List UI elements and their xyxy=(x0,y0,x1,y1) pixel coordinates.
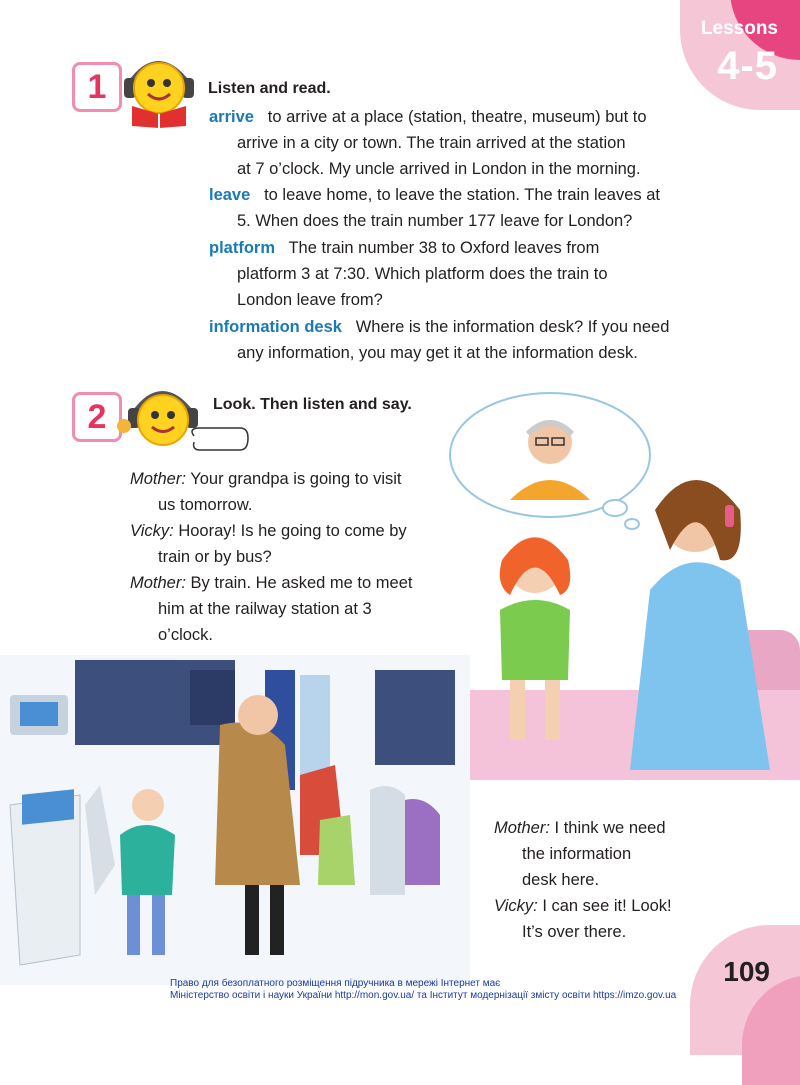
copyright-footer xyxy=(170,978,676,1002)
dialog-speaker: Mother: xyxy=(494,819,550,837)
dialog-line: Your grandpa is going to visit xyxy=(190,470,402,488)
dialog-speaker: Mother: xyxy=(130,470,186,488)
exercise-1-number: 1 xyxy=(72,62,122,112)
dialog-line: By train. He asked me to meet xyxy=(190,574,413,592)
dialog-line: the information xyxy=(522,845,632,863)
dialog-line: o’clock. xyxy=(158,626,214,644)
vocab-text: at 7 o’clock. My uncle arrived in London in the morning. xyxy=(237,160,641,178)
vocab-term: information desk xyxy=(209,318,342,336)
vocab-text: 5. When does the train number 177 leave for London? xyxy=(237,212,633,230)
vocab-entry-information-desk xyxy=(209,314,729,366)
dialog-line: us tomorrow. xyxy=(158,496,253,514)
page-number-tab xyxy=(690,925,800,1055)
vocab-text: to arrive at a place (station, theatre, museum) but to xyxy=(267,108,647,126)
footer-line: Міністерство освіти і науки України http://mon.gov.ua/ та Інститут модернізації змісту освіти https://imzo.gov.ua xyxy=(170,990,677,1001)
dialog-top xyxy=(130,466,412,648)
exercise-2-number: 2 xyxy=(72,392,122,442)
vocab-text: London leave from? xyxy=(237,291,383,309)
dialog-line: I can see it! Look! xyxy=(542,897,672,915)
page-number-tab-inner xyxy=(742,975,800,1085)
lessons-number: 4-5 xyxy=(717,44,778,88)
dialog-speaker: Vicky: xyxy=(130,522,174,540)
vocab-term: leave xyxy=(209,186,251,204)
vocab-text: platform 3 at 7:30. Which platform does the train to xyxy=(237,265,608,283)
phone-call-illustration xyxy=(440,390,800,790)
listen-read-smiley-icon xyxy=(118,48,200,128)
dialog-line: Hooray! Is he going to come by xyxy=(178,522,407,540)
page-number: 109 xyxy=(723,956,770,987)
vocab-entry-leave xyxy=(209,182,729,234)
dialog-line: I think we need xyxy=(554,819,666,837)
vocab-entry-platform xyxy=(209,235,729,313)
vocab-text: Where is the information desk? If you need xyxy=(355,318,670,336)
dialog-line: desk here. xyxy=(522,871,600,889)
vocab-text: arrive in a city or town. The train arrived at the station xyxy=(237,134,626,152)
vocab-text: any information, you may get it at the information desk. xyxy=(237,344,638,362)
vocab-entry-arrive xyxy=(209,104,729,182)
dialog-bottom xyxy=(494,815,672,945)
railway-station-illustration xyxy=(0,655,470,985)
lessons-label: Lessons xyxy=(700,18,778,39)
dialog-line: him at the railway station at 3 xyxy=(158,600,372,618)
dialog-speaker: Mother: xyxy=(130,574,186,592)
dialog-speaker: Vicky: xyxy=(494,897,538,915)
vocab-text: The train number 38 to Oxford leaves from xyxy=(288,239,600,257)
footer-line: Право для безоплатного розміщення підручника в мережі Інтернет має xyxy=(170,978,501,989)
dialog-line: train or by bus? xyxy=(158,548,272,566)
exercise-2-instruction: Look. Then listen and say. xyxy=(213,396,412,413)
dialog-line: It’s over there. xyxy=(522,923,627,941)
vocab-term: arrive xyxy=(209,108,254,126)
look-say-smiley-icon xyxy=(112,378,252,458)
exercise-1-instruction: Listen and read. xyxy=(208,80,331,97)
vocab-term: platform xyxy=(209,239,275,257)
vocab-text: to leave home, to leave the station. The train leaves at xyxy=(264,186,660,204)
